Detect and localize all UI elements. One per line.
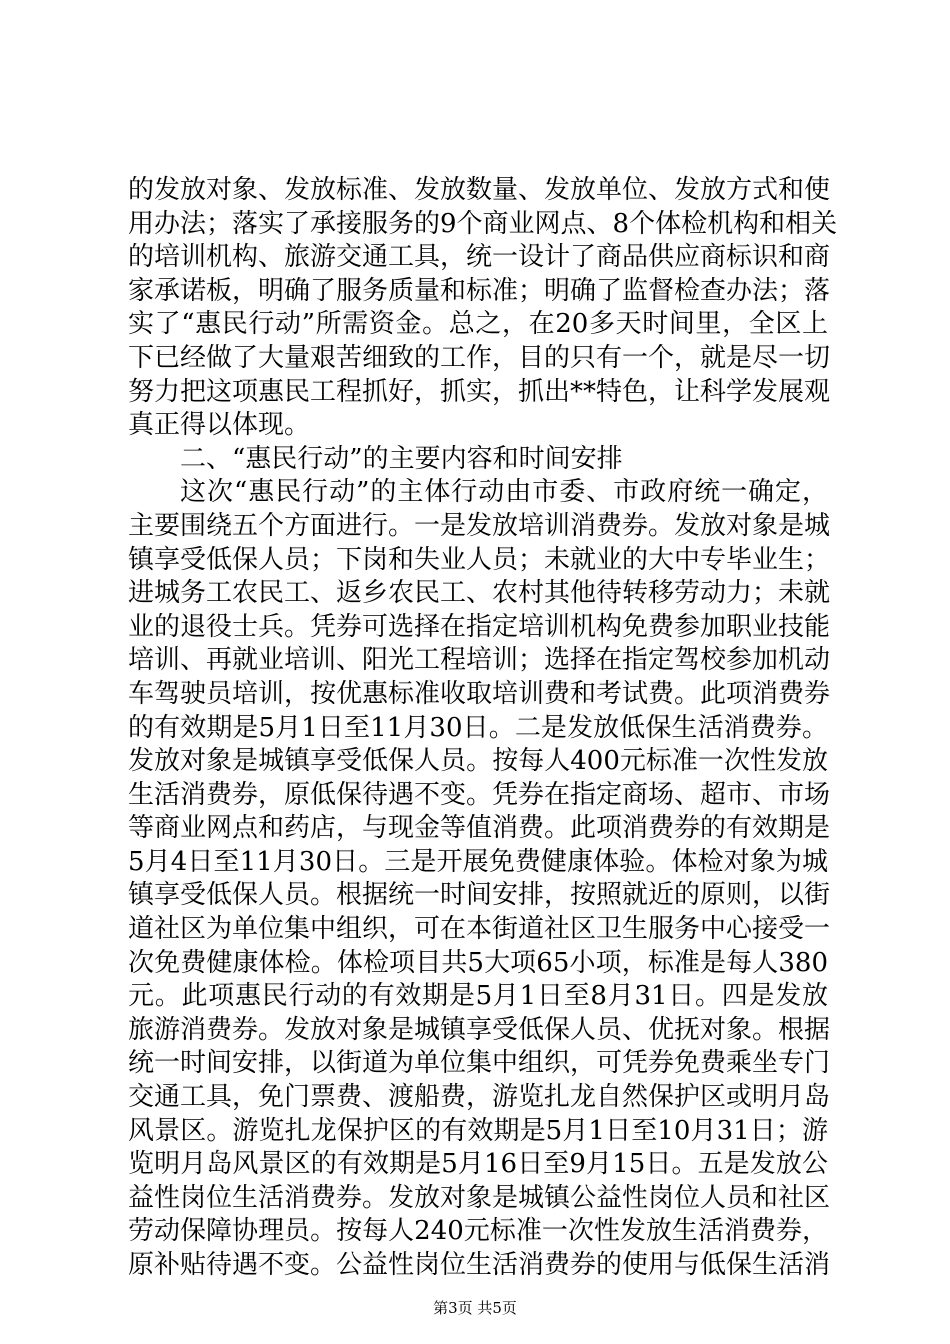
- text-line: 努力把这项惠民工程抓好，抓实，抓出**特色，让科学发展观: [128, 376, 831, 407]
- text-line: 道社区为单位集中组织，可在本街道社区卫生服务中心接受一: [128, 914, 831, 945]
- page-number-footer: 第3页 共5页: [433, 1299, 517, 1317]
- text-line: 车驾驶员培训，按优惠标准收取培训费和考试费。此项消费券: [128, 678, 831, 709]
- text-line: 镇享受低保人员。根据统一时间安排，按照就近的原则，以街: [128, 880, 831, 911]
- text-line: 下已经做了大量艰苦细致的工作，目的只有一个，就是尽一切: [128, 342, 831, 373]
- text-line: 劳动保障协理员。按每人240元标准一次性发放生活消费券，: [128, 1216, 828, 1247]
- text-line: 览明月岛风景区的有效期是5月16日至9月15日。五是发放公: [128, 1149, 828, 1180]
- text-line: 益性岗位生活消费券。发放对象是城镇公益性岗位人员和社区: [128, 1182, 831, 1213]
- text-line: 实了“惠民行动”所需资金。总之，在20多天时间里，全区上: [128, 309, 828, 340]
- text-line: 进城务工农民工、返乡农民工、农村其他待转移劳动力；未就: [128, 578, 831, 609]
- document-body: [128, 174, 838, 1283]
- text-line: 统一时间安排，以街道为单位集中组织，可凭券免费乘坐专门: [128, 1048, 831, 1079]
- text-line: 发放对象是城镇享受低保人员。按每人400元标准一次性发放: [128, 746, 828, 777]
- text-line: 的有效期是5月1日至11月30日。二是发放低保生活消费券。: [128, 712, 828, 743]
- text-line: 的培训机构、旅游交通工具，统一设计了商品供应商标识和商: [128, 242, 831, 273]
- text-line: 旅游消费券。发放对象是城镇享受低保人员、优抚对象。根据: [128, 1014, 831, 1045]
- text-line: 交通工具，免门票费、渡船费，游览扎龙自然保护区或明月岛: [128, 1082, 831, 1113]
- text-line: 生活消费券，原低保待遇不变。凭券在指定商场、超市、市场: [128, 779, 831, 810]
- text-line: 主要围绕五个方面进行。一是发放培训消费券。发放对象是城: [128, 510, 831, 541]
- text-line: 5月4日至11月30日。三是开展免费健康体验。体检对象为城: [128, 846, 828, 877]
- text-line: 用办法；落实了承接服务的9个商业网点、8个体检机构和相关: [128, 208, 838, 239]
- text-line: 元。此项惠民行动的有效期是5月1日至8月31日。四是发放: [128, 981, 828, 1012]
- text-line: 风景区。游览扎龙保护区的有效期是5月1日至10月31日；游: [128, 1115, 828, 1146]
- section-heading: 二、“惠民行动”的主要内容和时间安排: [180, 443, 623, 474]
- text-line: 真正得以体现。: [128, 410, 311, 441]
- text-line: 次免费健康体检。体检项目共5大项65小项，标准是每人380: [128, 947, 828, 978]
- text-line: 家承诺板，明确了服务质量和标准；明确了监督检查办法；落: [128, 275, 831, 306]
- text-line: 业的退役士兵。凭券可选择在指定培训机构免费参加职业技能: [128, 611, 831, 642]
- text-line: 的发放对象、发放标准、发放数量、发放单位、发放方式和使: [128, 175, 831, 205]
- text-line: 这次“惠民行动”的主体行动由市委、市政府统一确定，: [180, 477, 828, 508]
- text-line: 培训、再就业培训、阳光工程培训；选择在指定驾校参加机动: [128, 645, 831, 676]
- text-line: 原补贴待遇不变。公益性岗位生活消费券的使用与低保生活消: [128, 1250, 831, 1280]
- text-line: 镇享受低保人员；下岗和失业人员；未就业的大中专毕业生；: [128, 544, 831, 575]
- text-line: 等商业网点和药店，与现金等值消费。此项消费券的有效期是: [128, 813, 831, 844]
